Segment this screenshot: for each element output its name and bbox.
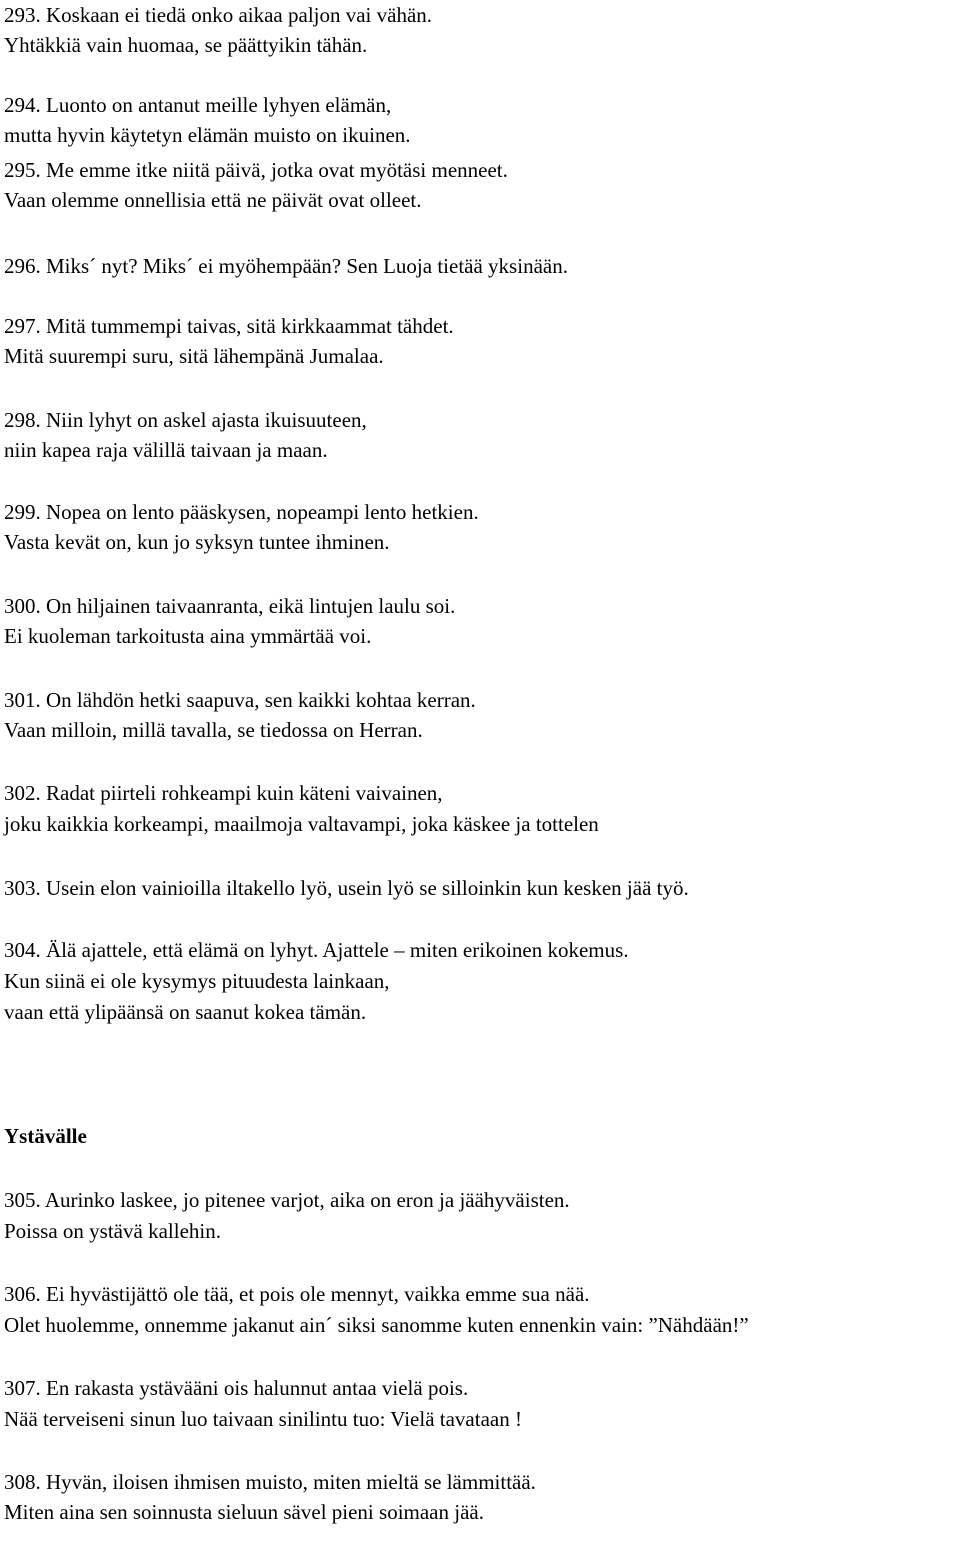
text-line: Mitä suurempi suru, sitä lähempänä Jumalaa. [4, 344, 384, 368]
text-line: Poissa on ystävä kallehin. [4, 1219, 221, 1243]
text-line: Vaan milloin, millä tavalla, se tiedossa on Herran. [4, 718, 423, 742]
text-line: Olet huolemme, onnemme jakanut ain´ siksi sanomme kuten ennenkin vain: ”Nähdään!” [4, 1313, 749, 1337]
text-line: 301. On lähdön hetki saapuva, sen kaikki kohtaa kerran. [4, 688, 476, 712]
text-line: mutta hyvin käytetyn elämän muisto on ikuinen. [4, 123, 411, 147]
text-line: 304. Älä ajattele, että elämä on lyhyt. Ajattele – miten erikoinen kokemus. [4, 938, 629, 962]
section-heading: Ystävälle [4, 1124, 87, 1148]
text-line: 302. Radat piirteli rohkeampi kuin käteni vaivainen, [4, 781, 443, 805]
text-line: 298. Niin lyhyt on askel ajasta ikuisuuteen, [4, 408, 367, 432]
text-line: joku kaikkia korkeampi, maailmoja valtavampi, joka käskee ja tottelen [4, 812, 599, 836]
text-line: 303. Usein elon vainioilla iltakello lyö, usein lyö se silloinkin kun kesken jää työ. [4, 876, 689, 900]
text-line: Nää terveiseni sinun luo taivaan sinilintu tuo: Vielä tavataan ! [4, 1407, 522, 1431]
text-line: vaan että ylipäänsä on saanut kokea tämän. [4, 1000, 367, 1024]
text-line: Kun siinä ei ole kysymys pituudesta lainkaan, [4, 969, 390, 993]
text-line: 306. Ei hyvästijättö ole tää, et pois ole mennyt, vaikka emme sua nää. [4, 1282, 590, 1306]
text-line: 300. On hiljainen taivaanranta, eikä lintujen laulu soi. [4, 594, 456, 618]
text-line: 293. Koskaan ei tiedä onko aikaa paljon vai vähän. [4, 3, 433, 27]
text-line: 308. Hyvän, iloisen ihmisen muisto, miten mieltä se lämmittää. [4, 1470, 536, 1494]
text-line: 307. En rakasta ystävääni ois halunnut antaa vielä pois. [4, 1376, 469, 1400]
text-line: Yhtäkkiä vain huomaa, se päättyikin tähän. [4, 33, 368, 57]
text-line: niin kapea raja välillä taivaan ja maan. [4, 438, 328, 462]
text-line: 296. Miks´ nyt? Miks´ ei myöhempään? Sen Luoja tietää yksinään. [4, 254, 568, 278]
text-line: 297. Mitä tummempi taivas, sitä kirkkaammat tähdet. [4, 314, 454, 338]
text-line: 294. Luonto on antanut meille lyhyen elämän, [4, 93, 392, 117]
text-line: Vaan olemme onnellisia että ne päivät ovat olleet. [4, 188, 422, 212]
text-line: Vasta kevät on, kun jo syksyn tuntee ihminen. [4, 530, 390, 554]
text-line: 299. Nopea on lento pääskysen, nopeampi lento hetkien. [4, 500, 479, 524]
text-line: Miten aina sen soinnusta sieluun sävel pieni soimaan jää. [4, 1500, 484, 1524]
text-line: 305. Aurinko laskee, jo pitenee varjot, aika on eron ja jäähyväisten. [4, 1188, 570, 1212]
text-line: 295. Me emme itke niitä päivä, jotka ovat myötäsi menneet. [4, 158, 508, 182]
text-line: Ei kuoleman tarkoitusta aina ymmärtää voi. [4, 624, 372, 648]
